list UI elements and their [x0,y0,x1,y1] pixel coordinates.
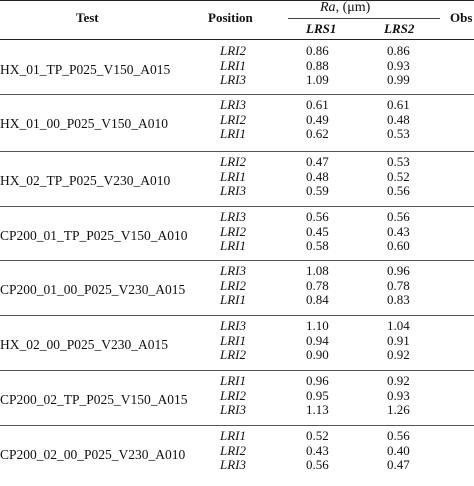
lrs2-value: 0.78 [387,277,410,293]
lrs2-value: 0.93 [387,387,410,403]
test-group [0,209,474,267]
test-group [0,97,474,155]
table-row [0,238,474,252]
group-separator [0,94,474,95]
lrs2-value: 0.53 [387,126,410,141]
ra-subheader-rule [288,18,440,19]
ra-symbol: Ra [320,0,336,15]
lrs2-value: 0.48 [387,111,410,127]
table-row [0,169,474,183]
test-group [0,154,474,212]
lrs1-value: 0.47 [306,154,329,169]
position-cell: LRI2 [220,387,246,403]
lrs2-value: 0.43 [387,223,410,239]
position-cell: LRI3 [220,209,246,224]
lrs1-value: 0.90 [306,347,329,362]
position-cell: LRI2 [220,43,246,58]
lrs1-value: 0.78 [306,277,329,293]
test-group [0,263,474,321]
table-row [0,43,474,57]
lrs1-value: 0.59 [306,183,329,198]
table-row [0,183,474,197]
table-row [0,72,474,86]
group-separator [0,315,474,316]
lrs2-value: 0.99 [387,72,410,87]
position-cell: LRI2 [220,154,246,169]
lrs1-value: 0.94 [306,332,329,348]
lrs1-value: 0.52 [306,428,329,443]
table-row [0,263,474,277]
test-group [0,318,474,376]
test-group [0,428,474,486]
lrs2-value: 0.56 [387,428,410,443]
test-name: HX_01_00_P025_V150_A010 [0,116,169,131]
table-row [0,402,474,416]
table-row [0,58,474,72]
header-ra [320,0,370,16]
position-cell: LRI1 [220,373,246,388]
lrs1-value: 0.95 [306,387,329,403]
header-test: Test [76,10,99,25]
test-name: HX_01_TP_P025_V150_A015 [0,62,171,77]
position-cell: LRI2 [220,111,246,127]
test-name: CP200_01_00_P025_V230_A015 [0,282,186,297]
table-row [0,347,474,361]
lrs1-value: 1.08 [306,263,329,278]
lrs2-value: 0.40 [387,442,410,458]
position-cell: LRI1 [220,292,246,307]
table-row [0,154,474,168]
lrs2-value: 0.91 [387,332,410,348]
lrs1-value: 0.84 [306,292,329,307]
table-top-rule [0,0,474,1]
position-cell: LRI3 [220,457,246,472]
position-cell: LRI2 [220,277,246,293]
lrs1-value: 0.58 [306,238,329,253]
lrs2-value: 0.96 [387,263,410,278]
lrs1-value: 0.88 [306,57,329,73]
lrs1-value: 0.56 [306,209,329,224]
position-cell: LRI2 [220,347,246,362]
table-row [0,373,474,387]
position-cell: LRI1 [220,126,246,141]
test-group [0,373,474,431]
table-row [0,278,474,292]
test-name: CP200_01_TP_P025_V150_A010 [0,228,188,243]
table-row [0,209,474,223]
position-cell: LRI3 [220,183,246,198]
lrs1-value: 0.43 [306,442,329,458]
test-name: HX_02_TP_P025_V230_A010 [0,173,171,188]
lrs1-value: 0.61 [306,97,329,112]
position-cell: LRI1 [220,57,246,73]
lrs1-value: 0.49 [306,111,329,127]
lrs2-value: 0.92 [387,347,410,362]
lrs1-value: 0.45 [306,223,329,239]
group-separator [0,206,474,207]
position-cell: LRI3 [220,402,246,417]
position-cell: LRI3 [220,72,246,87]
test-group [0,43,474,101]
header-lrs2: LRS2 [384,21,415,36]
position-cell: LRI1 [220,168,246,184]
lrs1-value: 1.10 [306,318,329,333]
lrs1-value: 0.96 [306,373,329,388]
position-cell: LRI1 [220,332,246,348]
lrs2-value: 1.26 [387,402,410,417]
lrs1-value: 0.56 [306,457,329,472]
test-name: HX_02_00_P025_V230_A015 [0,337,169,352]
header-lrs1: LRS1 [306,21,337,36]
lrs2-value: 0.60 [387,238,410,253]
header-position: Position [208,10,253,25]
test-name: CP200_02_TP_P025_V150_A015 [0,392,188,407]
group-separator [0,425,474,426]
ra-unit: , (μm) [335,0,371,15]
position-cell: LRI3 [220,97,246,112]
test-name: CP200_02_00_P025_V230_A010 [0,447,186,462]
lrs2-value: 0.53 [387,154,410,169]
lrs2-value: 0.61 [387,97,410,112]
lrs2-value: 0.93 [387,57,410,73]
table-row [0,126,474,140]
lrs2-value: 0.47 [387,457,410,472]
table-row [0,224,474,238]
lrs2-value: 1.04 [387,318,410,333]
lrs1-value: 1.13 [306,402,329,417]
position-cell: LRI3 [220,263,246,278]
lrs1-value: 1.09 [306,72,329,87]
lrs1-value: 0.48 [306,168,329,184]
header-bottom-rule [0,39,474,40]
position-cell: LRI2 [220,223,246,239]
lrs2-value: 0.52 [387,168,410,184]
table-row [0,388,474,402]
lrs2-value: 0.56 [387,183,410,198]
table-row [0,333,474,347]
position-cell: LRI2 [220,442,246,458]
table-row [0,112,474,126]
position-cell: LRI1 [220,238,246,253]
group-separator [0,260,474,261]
table-row [0,443,474,457]
lrs2-value: 0.56 [387,209,410,224]
group-separator [0,370,474,371]
lrs1-value: 0.62 [306,126,329,141]
lrs2-value: 0.86 [387,43,410,58]
lrs1-value: 0.86 [306,43,329,58]
table-row [0,292,474,306]
group-separator [0,151,474,152]
position-cell: LRI3 [220,318,246,333]
header-observations: Obs [450,10,473,25]
table-row [0,318,474,332]
lrs2-value: 0.92 [387,373,410,388]
table-row [0,457,474,471]
position-cell: LRI1 [220,428,246,443]
lrs2-value: 0.83 [387,292,410,307]
table-row [0,97,474,111]
table-row [0,428,474,442]
